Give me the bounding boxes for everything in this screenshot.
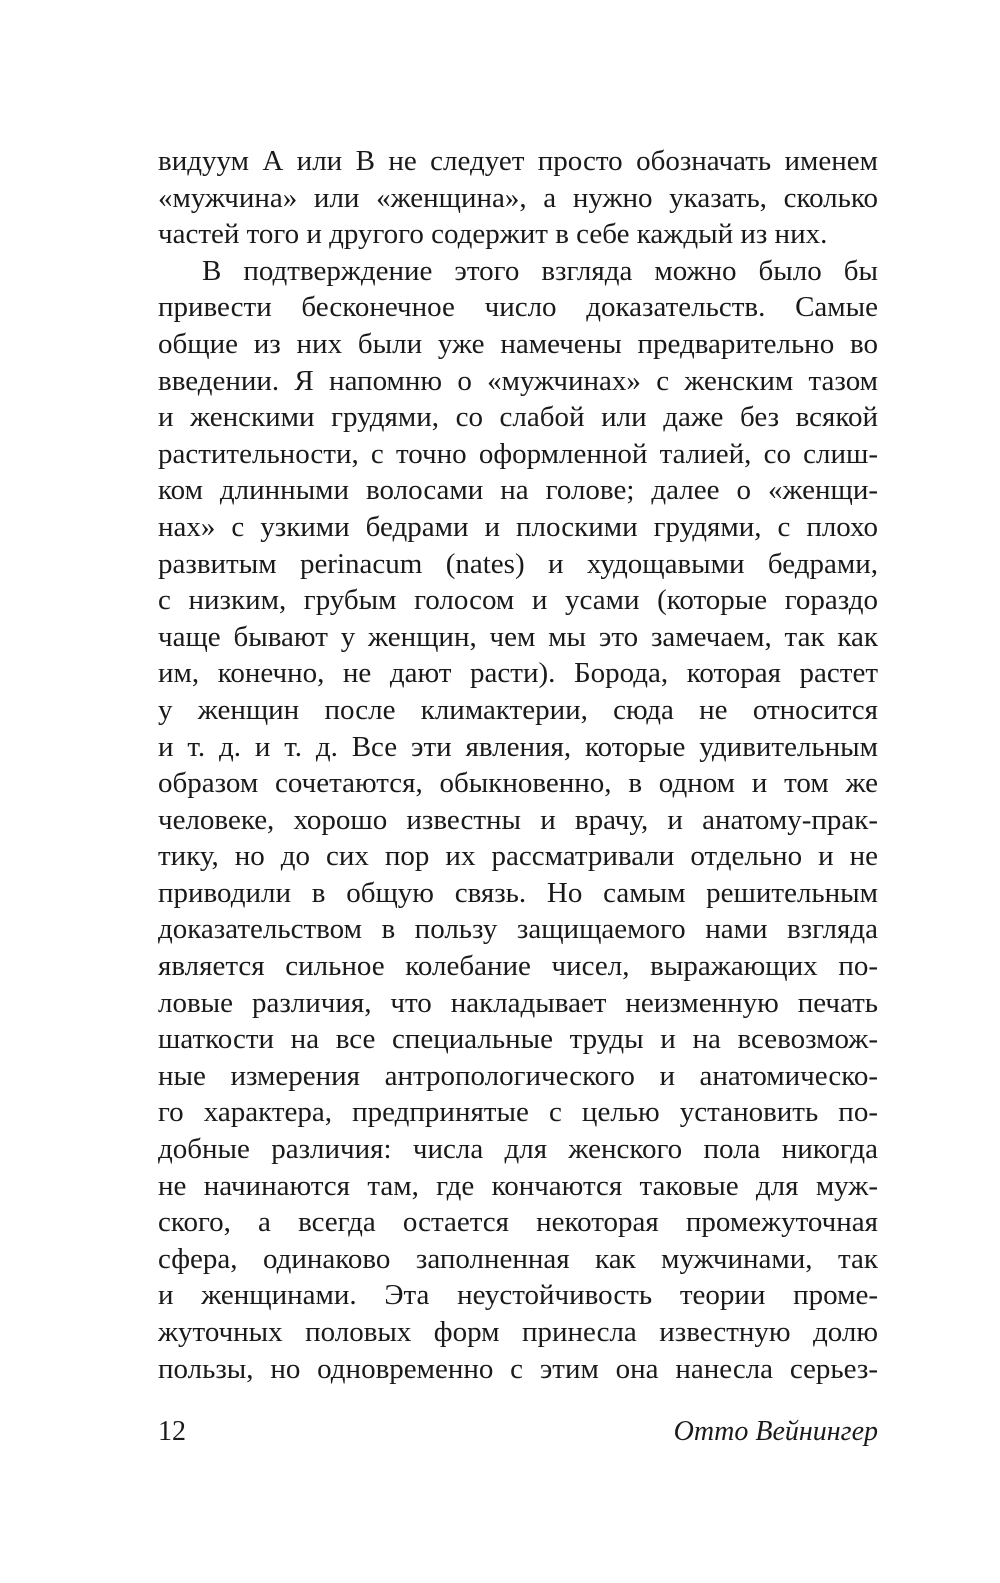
text-line: общие из них были уже намечены предварительно во [158,327,878,360]
page-footer [158,1416,878,1456]
text-line: ловые различия, что накладывает неизменную печать [158,986,878,1019]
text-line: ные измерения антропологического и анатомическо- [158,1059,878,1092]
text-line: чаще бывают у женщин, чем мы это замечаем, так как [158,620,878,653]
text-line: ком длинными волосами на голове; далее о «женщи- [158,474,878,507]
page-number: 12 [158,1416,186,1447]
text-line: и женскими грудями, со слабой или даже без всякой [158,401,878,434]
text-line: добные различия: числа для женского пола никогда [158,1133,878,1166]
text-line: частей того и другого содержит в себе каждый из них. [158,218,828,251]
text-line: является сильное колебание чисел, выражающих по- [158,950,878,983]
text-line: пользы, но одновременно с этим она нанесла серьез- [158,1352,878,1385]
running-head-author: Отто Вейнингер [673,1416,878,1447]
page-body [158,143,878,1387]
text-line: не начинаются там, где кончаются таковые для муж- [158,1169,878,1202]
text-line: введении. Я напомню о «мужчинах» с женским тазом [158,364,878,397]
text-line: В подтверждение этого взгляда можно было бы [202,254,878,287]
text-line: сфера, одинаково заполненная как мужчинами, так [158,1242,878,1275]
text-line: у женщин после климактерии, сюда не относится [158,693,878,726]
text-line: видуум А или В не следует просто обозначать именем [158,145,878,177]
text-line: им, конечно, не дают расти). Борода, которая растет [158,657,878,690]
text-line: образом сочетаются, обыкновенно, в одном и том же [158,767,878,800]
text-line: растительности, с точно оформленной талией, со слиш- [158,437,878,470]
paragraph-1 [158,143,878,253]
text-line: ского, а всегда остается некоторая промежуточная [158,1206,878,1239]
text-line: го характера, предпринятые с целью установить по- [158,1096,878,1129]
text-line: приводили в общую связь. Но самым решительным [158,876,878,909]
text-line: жуточных половых форм принесла известную долю [158,1316,878,1348]
text-line: и т. д. и т. д. Все эти явления, которые удивительным [158,730,878,763]
text-line: шаткости на все специальные труды и на всевозмож- [158,1023,878,1056]
text-line: развитым perinacum (nates) и худощавыми бедрами, [158,547,878,580]
text-line: доказательством в пользу защищаемого нами взгляда [158,913,878,946]
text-line: с низким, грубым голосом и усами (которые гораздо [158,584,878,617]
text-line: «мужчина» или «женщина», а нужно указать, сколько [158,181,878,214]
text-line: и женщинами. Эта неустойчивость теории проме- [158,1279,878,1312]
text-line: тику, но до сих пор их рассматривали отдельно и не [158,840,878,873]
text-line: привести бесконечное число доказательств. Самые [158,291,878,324]
text-line: нах» с узкими бедрами и плоскими грудями, с плохо [158,510,878,543]
paragraph-2 [158,253,878,1387]
text-line: человеке, хорошо известны и врачу, и анатому-прак- [158,803,878,836]
